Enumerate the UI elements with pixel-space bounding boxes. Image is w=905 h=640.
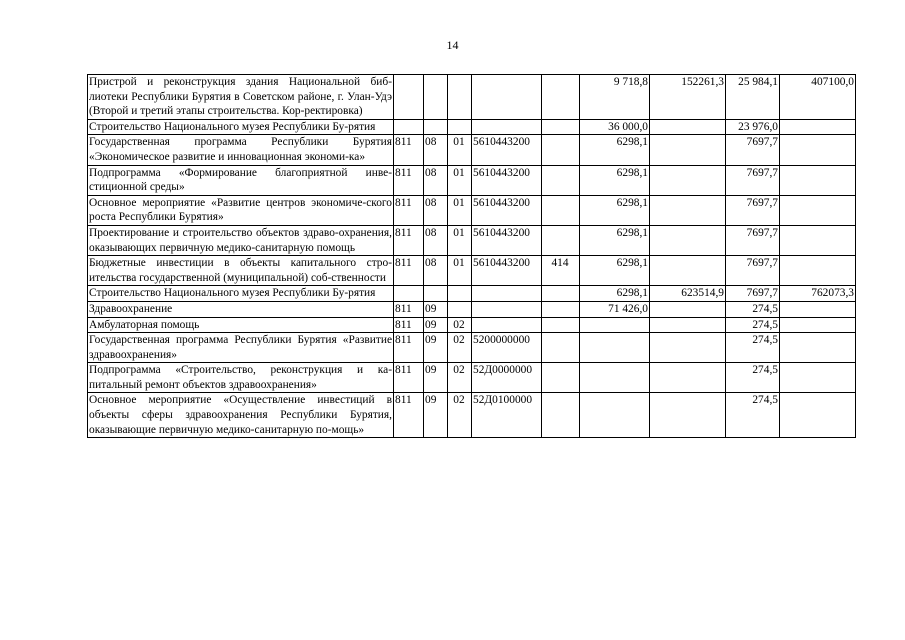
amount-cell-1: 6298,1: [580, 286, 650, 302]
amount-cell-2: [650, 135, 726, 165]
page-number: 14: [446, 38, 459, 52]
amount-cell-4: [780, 317, 856, 333]
amount-cell-1: 71 426,0: [580, 301, 650, 317]
section-code-cell: 08: [424, 135, 448, 165]
amount-cell-1: [580, 317, 650, 333]
expense-type-cell: [542, 363, 580, 393]
target-article-cell: 5610443200: [472, 256, 542, 286]
section-code-cell: [424, 75, 448, 120]
expense-type-cell: [542, 286, 580, 302]
amount-cell-3: 7697,7: [726, 225, 780, 255]
expense-type-cell: 414: [542, 256, 580, 286]
grbs-code-cell: [394, 286, 424, 302]
table-row: [88, 317, 856, 333]
amount-cell-1: 6298,1: [580, 165, 650, 195]
amount-cell-4: [780, 165, 856, 195]
section-code-cell: 08: [424, 256, 448, 286]
table-row: [88, 286, 856, 302]
grbs-code-cell: 811: [394, 135, 424, 165]
row-name-cell: Бюджетные инвестиции в объекты капитального стро-ительства государственной (муниципальной) соб-ственности: [88, 256, 394, 286]
table-row: [88, 393, 856, 438]
grbs-code-cell: [394, 119, 424, 135]
amount-cell-4: [780, 119, 856, 135]
expense-type-cell: [542, 135, 580, 165]
amount-cell-3: 23 976,0: [726, 119, 780, 135]
section-code-cell: 09: [424, 301, 448, 317]
grbs-code-cell: 811: [394, 225, 424, 255]
row-name-cell: Основное мероприятие «Развитие центров экономиче-ского роста Республики Бурятия»: [88, 195, 394, 225]
table-row: [88, 301, 856, 317]
amount-cell-2: [650, 363, 726, 393]
amount-cell-3: 7697,7: [726, 256, 780, 286]
row-name-cell: Подпрограмма «Формирование благоприятной инве-стиционной среды»: [88, 165, 394, 195]
amount-cell-4: [780, 135, 856, 165]
amount-cell-4: [780, 363, 856, 393]
target-article-cell: [472, 75, 542, 120]
table-body: [88, 75, 856, 438]
amount-cell-3: 274,5: [726, 363, 780, 393]
section-code-cell: 09: [424, 363, 448, 393]
grbs-code-cell: 811: [394, 393, 424, 438]
amount-cell-1: 6298,1: [580, 225, 650, 255]
target-article-cell: 5610443200: [472, 225, 542, 255]
subsection-code-cell: [448, 286, 472, 302]
amount-cell-2: [650, 301, 726, 317]
target-article-cell: 5610443200: [472, 165, 542, 195]
amount-cell-2: 152261,3: [650, 75, 726, 120]
row-name-cell: Амбулаторная помощь: [88, 317, 394, 333]
row-name-cell: Пристрой и реконструкция здания Национальной биб-лиотеки Республики Бурятия в Советском районе, г. Улан-Удэ (Второй и третий этапы строительства. Кор-ректировка): [88, 75, 394, 120]
expense-type-cell: [542, 333, 580, 363]
row-name-cell: Государственная программа Республики Бурятия «Развитие здравоохранения»: [88, 333, 394, 363]
row-name-cell: Государственная программа Республики Бурятия «Экономическое развитие и инновационная экономи-ка»: [88, 135, 394, 165]
expense-type-cell: [542, 317, 580, 333]
amount-cell-1: 36 000,0: [580, 119, 650, 135]
amount-cell-4: [780, 195, 856, 225]
amount-cell-4: 407100,0: [780, 75, 856, 120]
expense-type-cell: [542, 225, 580, 255]
expense-type-cell: [542, 165, 580, 195]
table-row: [88, 363, 856, 393]
amount-cell-3: 7697,7: [726, 165, 780, 195]
row-name-cell: Строительство Национального музея Республики Бу-рятия: [88, 119, 394, 135]
amount-cell-2: [650, 317, 726, 333]
section-code-cell: 08: [424, 195, 448, 225]
amount-cell-4: [780, 301, 856, 317]
target-article-cell: 5610443200: [472, 195, 542, 225]
amount-cell-3: 25 984,1: [726, 75, 780, 120]
table-row: [88, 165, 856, 195]
expense-type-cell: [542, 195, 580, 225]
section-code-cell: 09: [424, 317, 448, 333]
budget-table: [87, 74, 856, 438]
target-article-cell: 5200000000: [472, 333, 542, 363]
target-article-cell: 5610443200: [472, 135, 542, 165]
section-code-cell: 09: [424, 333, 448, 363]
amount-cell-3: 7697,7: [726, 135, 780, 165]
amount-cell-2: [650, 225, 726, 255]
subsection-code-cell: 01: [448, 165, 472, 195]
amount-cell-4: 762073,3: [780, 286, 856, 302]
amount-cell-1: 9 718,8: [580, 75, 650, 120]
table-row: [88, 135, 856, 165]
target-article-cell: 52Д0000000: [472, 363, 542, 393]
grbs-code-cell: 811: [394, 301, 424, 317]
expense-type-cell: [542, 119, 580, 135]
table-row: [88, 75, 856, 120]
grbs-code-cell: 811: [394, 363, 424, 393]
grbs-code-cell: 811: [394, 317, 424, 333]
amount-cell-4: [780, 256, 856, 286]
amount-cell-3: 274,5: [726, 393, 780, 438]
subsection-code-cell: [448, 301, 472, 317]
section-code-cell: 09: [424, 393, 448, 438]
section-code-cell: 08: [424, 165, 448, 195]
amount-cell-3: 7697,7: [726, 286, 780, 302]
amount-cell-2: [650, 165, 726, 195]
grbs-code-cell: 811: [394, 256, 424, 286]
target-article-cell: [472, 286, 542, 302]
amount-cell-2: [650, 195, 726, 225]
amount-cell-2: [650, 119, 726, 135]
section-code-cell: 08: [424, 225, 448, 255]
grbs-code-cell: 811: [394, 333, 424, 363]
amount-cell-2: [650, 256, 726, 286]
amount-cell-4: [780, 225, 856, 255]
table-row: [88, 225, 856, 255]
subsection-code-cell: [448, 75, 472, 120]
amount-cell-2: [650, 393, 726, 438]
amount-cell-1: [580, 333, 650, 363]
subsection-code-cell: 01: [448, 256, 472, 286]
subsection-code-cell: 02: [448, 363, 472, 393]
table-row: [88, 256, 856, 286]
subsection-code-cell: 01: [448, 225, 472, 255]
row-name-cell: Строительство Национального музея Республики Бу-рятия: [88, 286, 394, 302]
target-article-cell: [472, 301, 542, 317]
amount-cell-1: 6298,1: [580, 135, 650, 165]
grbs-code-cell: [394, 75, 424, 120]
expense-type-cell: [542, 301, 580, 317]
subsection-code-cell: 01: [448, 135, 472, 165]
amount-cell-1: [580, 363, 650, 393]
section-code-cell: [424, 286, 448, 302]
target-article-cell: 52Д0100000: [472, 393, 542, 438]
subsection-code-cell: [448, 119, 472, 135]
amount-cell-3: 274,5: [726, 317, 780, 333]
amount-cell-4: [780, 333, 856, 363]
table-row: [88, 119, 856, 135]
table-row: [88, 333, 856, 363]
grbs-code-cell: 811: [394, 165, 424, 195]
subsection-code-cell: 02: [448, 393, 472, 438]
expense-type-cell: [542, 75, 580, 120]
grbs-code-cell: 811: [394, 195, 424, 225]
subsection-code-cell: 01: [448, 195, 472, 225]
row-name-cell: Подпрограмма «Строительство, реконструкция и ка-питальный ремонт объектов здравоохранения»: [88, 363, 394, 393]
amount-cell-1: 6298,1: [580, 256, 650, 286]
table-row: [88, 195, 856, 225]
expense-type-cell: [542, 393, 580, 438]
amount-cell-3: 7697,7: [726, 195, 780, 225]
amount-cell-3: 274,5: [726, 333, 780, 363]
amount-cell-2: 623514,9: [650, 286, 726, 302]
target-article-cell: [472, 119, 542, 135]
amount-cell-1: [580, 393, 650, 438]
amount-cell-3: 274,5: [726, 301, 780, 317]
amount-cell-1: 6298,1: [580, 195, 650, 225]
section-code-cell: [424, 119, 448, 135]
amount-cell-2: [650, 333, 726, 363]
row-name-cell: Здравоохранение: [88, 301, 394, 317]
subsection-code-cell: 02: [448, 317, 472, 333]
amount-cell-4: [780, 393, 856, 438]
row-name-cell: Основное мероприятие «Осуществление инвестиций в объекты сферы здравоохранения Республики Бурятия, оказывающие первичную медико-санитарную по-мощь»: [88, 393, 394, 438]
target-article-cell: [472, 317, 542, 333]
row-name-cell: Проектирование и строительство объектов здраво-охранения, оказывающих первичную медико-санитарную помощь: [88, 225, 394, 255]
subsection-code-cell: 02: [448, 333, 472, 363]
